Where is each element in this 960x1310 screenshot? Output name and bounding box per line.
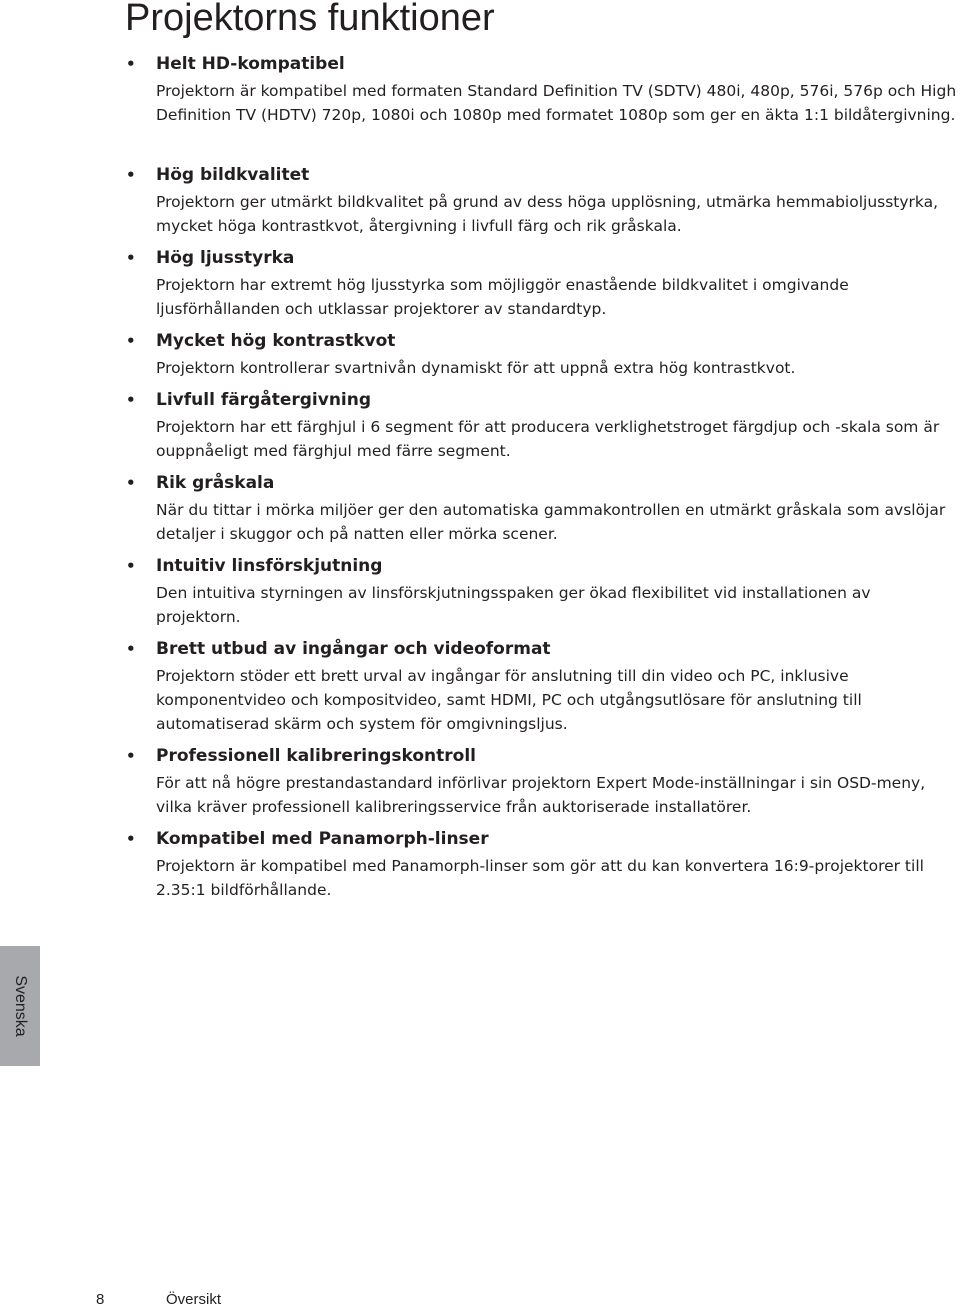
- feature-heading: Mycket hög kontrastkvot: [156, 331, 396, 351]
- feature-heading: Intuitiv linsförskjutning: [156, 556, 383, 576]
- section-name: Översikt: [166, 1291, 222, 1308]
- language-tab: [0, 946, 40, 1066]
- feature-description: För att nå högre prestandastandard införlivar projektorn Expert Mode-inställningar i sin OSD-meny, vilka kräver professionell kalibreringsservice från auktoriserade installatörer.: [156, 774, 926, 816]
- bullet-icon: •: [126, 391, 136, 409]
- feature-item: [126, 161, 960, 244]
- feature-heading: Livfull färgåtergivning: [156, 390, 372, 410]
- page-footer: [0, 1290, 960, 1310]
- bullet-icon: •: [126, 55, 136, 73]
- bullet-icon: •: [126, 474, 136, 492]
- feature-heading: Kompatibel med Panamorph-linser: [156, 829, 489, 849]
- feature-description: När du tittar i mörka miljöer ger den automatiska gammakontrollen en utmärkt gråskala som avslöjar detaljer i skuggor och på natten eller mörka scener.: [156, 501, 946, 543]
- feature-heading: Hög ljusstyrka: [156, 248, 295, 268]
- feature-description: Projektorn kontrollerar svartnivån dynamiskt för att uppnå extra hög kontrastkvot.: [156, 359, 796, 377]
- feature-description: Projektorn stöder ett brett urval av ingångar för anslutning till din video och PC, inklusive komponentvideo och kompositvideo, samt HDMI, PC och utgångsutlösare för anslutning till automatiserad skärm och system för omgivningsljus.: [156, 667, 862, 733]
- feature-list: [126, 50, 960, 908]
- bullet-icon: •: [126, 747, 136, 765]
- feature-item: [126, 552, 960, 635]
- feature-item: [126, 469, 960, 552]
- feature-description: Projektorn är kompatibel med formaten Standard Definition TV (SDTV) 480i, 480p, 576i, 576p och High Definition TV (HDTV) 720p, 1080i och 1080p med formatet 1080p som ger en äkta 1:1 bildåtergivning.: [156, 82, 957, 124]
- feature-description: Projektorn har ett färghjul i 6 segment för att producera verklighetstroget färgdjup och -skala som är ouppnåeligt med färghjul med färre segment.: [156, 418, 940, 460]
- feature-heading: Professionell kalibreringskontroll: [156, 746, 476, 766]
- page-title: Projektorns funktioner: [125, 0, 495, 39]
- feature-heading: Brett utbud av ingångar och videoformat: [156, 639, 551, 659]
- feature-item: [126, 742, 960, 825]
- feature-item: [126, 635, 960, 742]
- feature-item: [126, 825, 960, 908]
- bullet-icon: •: [126, 332, 136, 350]
- feature-description: Projektorn är kompatibel med Panamorph-linser som gör att du kan konvertera 16:9-projektorer till 2.35:1 bildförhållande.: [156, 857, 924, 899]
- feature-item: [126, 327, 960, 386]
- page-number: 8: [96, 1291, 105, 1308]
- bullet-icon: •: [126, 557, 136, 575]
- feature-heading: Rik gråskala: [156, 473, 275, 493]
- feature-description: Den intuitiva styrningen av linsförskjutningsspaken ger ökad flexibilitet vid installationen av projektorn.: [156, 584, 871, 626]
- bullet-icon: •: [126, 830, 136, 848]
- feature-heading: Helt HD-kompatibel: [156, 54, 345, 74]
- bullet-icon: •: [126, 640, 136, 658]
- bullet-icon: •: [126, 249, 136, 267]
- feature-item: [126, 50, 960, 161]
- feature-description: Projektorn har extremt hög ljusstyrka som möjliggör enastående bildkvalitet i omgivande ljusförhållanden och utklassar projektorer av standardtyp.: [156, 276, 849, 318]
- feature-item: [126, 244, 960, 327]
- feature-heading: Hög bildkvalitet: [156, 165, 310, 185]
- language-tab-label: Svenska: [12, 975, 29, 1037]
- feature-description: Projektorn ger utmärkt bildkvalitet på grund av dess höga upplösning, utmärka hemmabioljusstyrka, mycket höga kontrastkvot, återgivning i livfull färg och rik gråskala.: [156, 193, 939, 235]
- feature-item: [126, 386, 960, 469]
- bullet-icon: •: [126, 166, 136, 184]
